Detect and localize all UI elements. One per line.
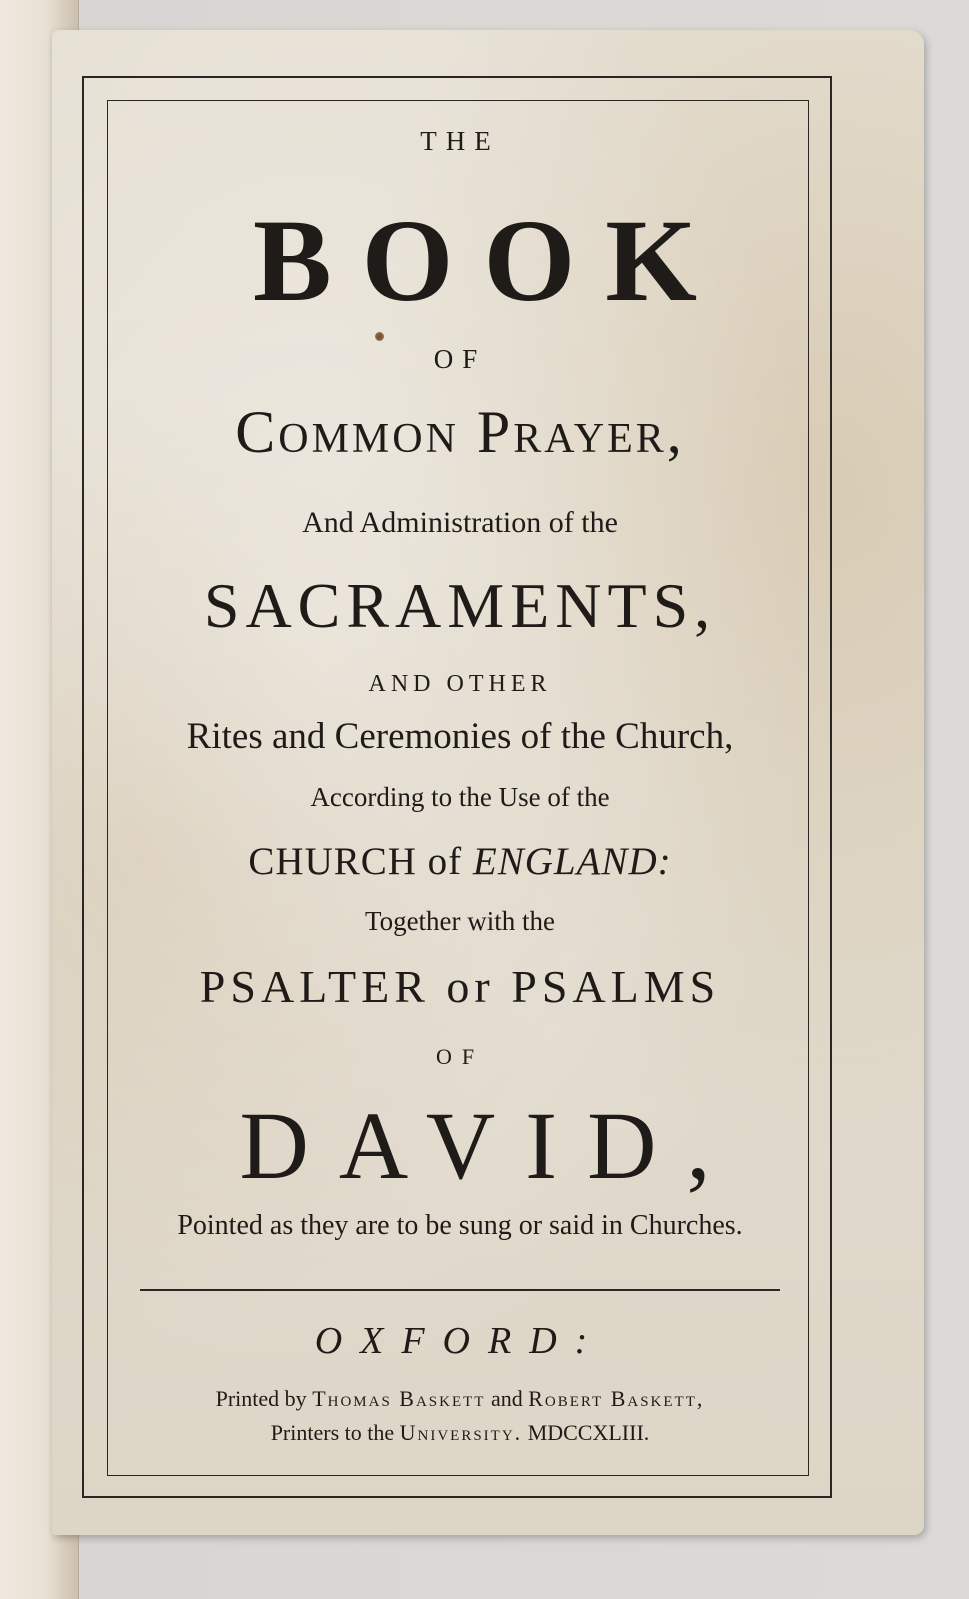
title-common-prayer: Common Prayer, xyxy=(235,399,685,465)
subtitle-sacraments: SACRAMENTS, xyxy=(203,570,717,641)
subtitle-according: According to the Use of the xyxy=(310,782,610,812)
title-of: OF xyxy=(433,344,487,374)
subtitle-church-of-england xyxy=(130,842,790,881)
subtitle-pointed: Pointed as they are to be sung or said in Churches. xyxy=(177,1210,743,1241)
printed-by-text: Printed by xyxy=(215,1386,307,1411)
foxing-spot xyxy=(375,332,384,341)
imprint-printers-line xyxy=(130,1422,790,1444)
subtitle-psalter: PSALTER or PSALMS xyxy=(199,961,721,1012)
subtitle-together: Together with the xyxy=(364,906,556,936)
subtitle-rites: Rites and Ceremonies of the Church, xyxy=(186,716,734,757)
subtitle-administration: And Administration of the xyxy=(302,506,618,539)
subtitle-of: OF xyxy=(435,1044,485,1069)
imprint-divider-rule xyxy=(140,1289,780,1291)
year-text: MDCCXLIII. xyxy=(527,1420,650,1445)
and-text: and xyxy=(490,1386,523,1411)
title-book: BOOK xyxy=(252,195,728,326)
subtitle-and-other: AND OTHER xyxy=(368,671,552,697)
printer-2-name: Robert Baskett, xyxy=(528,1386,705,1411)
church-of-text: CHURCH of xyxy=(248,840,463,883)
university-text: University. xyxy=(399,1420,523,1445)
title-the: THE xyxy=(420,126,500,156)
england-text: ENGLAND: xyxy=(472,840,672,883)
printer-1-name: Thomas Baskett xyxy=(312,1386,486,1411)
imprint-printed-by-line xyxy=(130,1388,790,1410)
subtitle-david: DAVID, xyxy=(239,1092,741,1199)
title-page xyxy=(52,30,924,1535)
printers-to-the-text: Printers to the xyxy=(270,1420,395,1445)
imprint-place: OXFORD: xyxy=(314,1320,606,1362)
